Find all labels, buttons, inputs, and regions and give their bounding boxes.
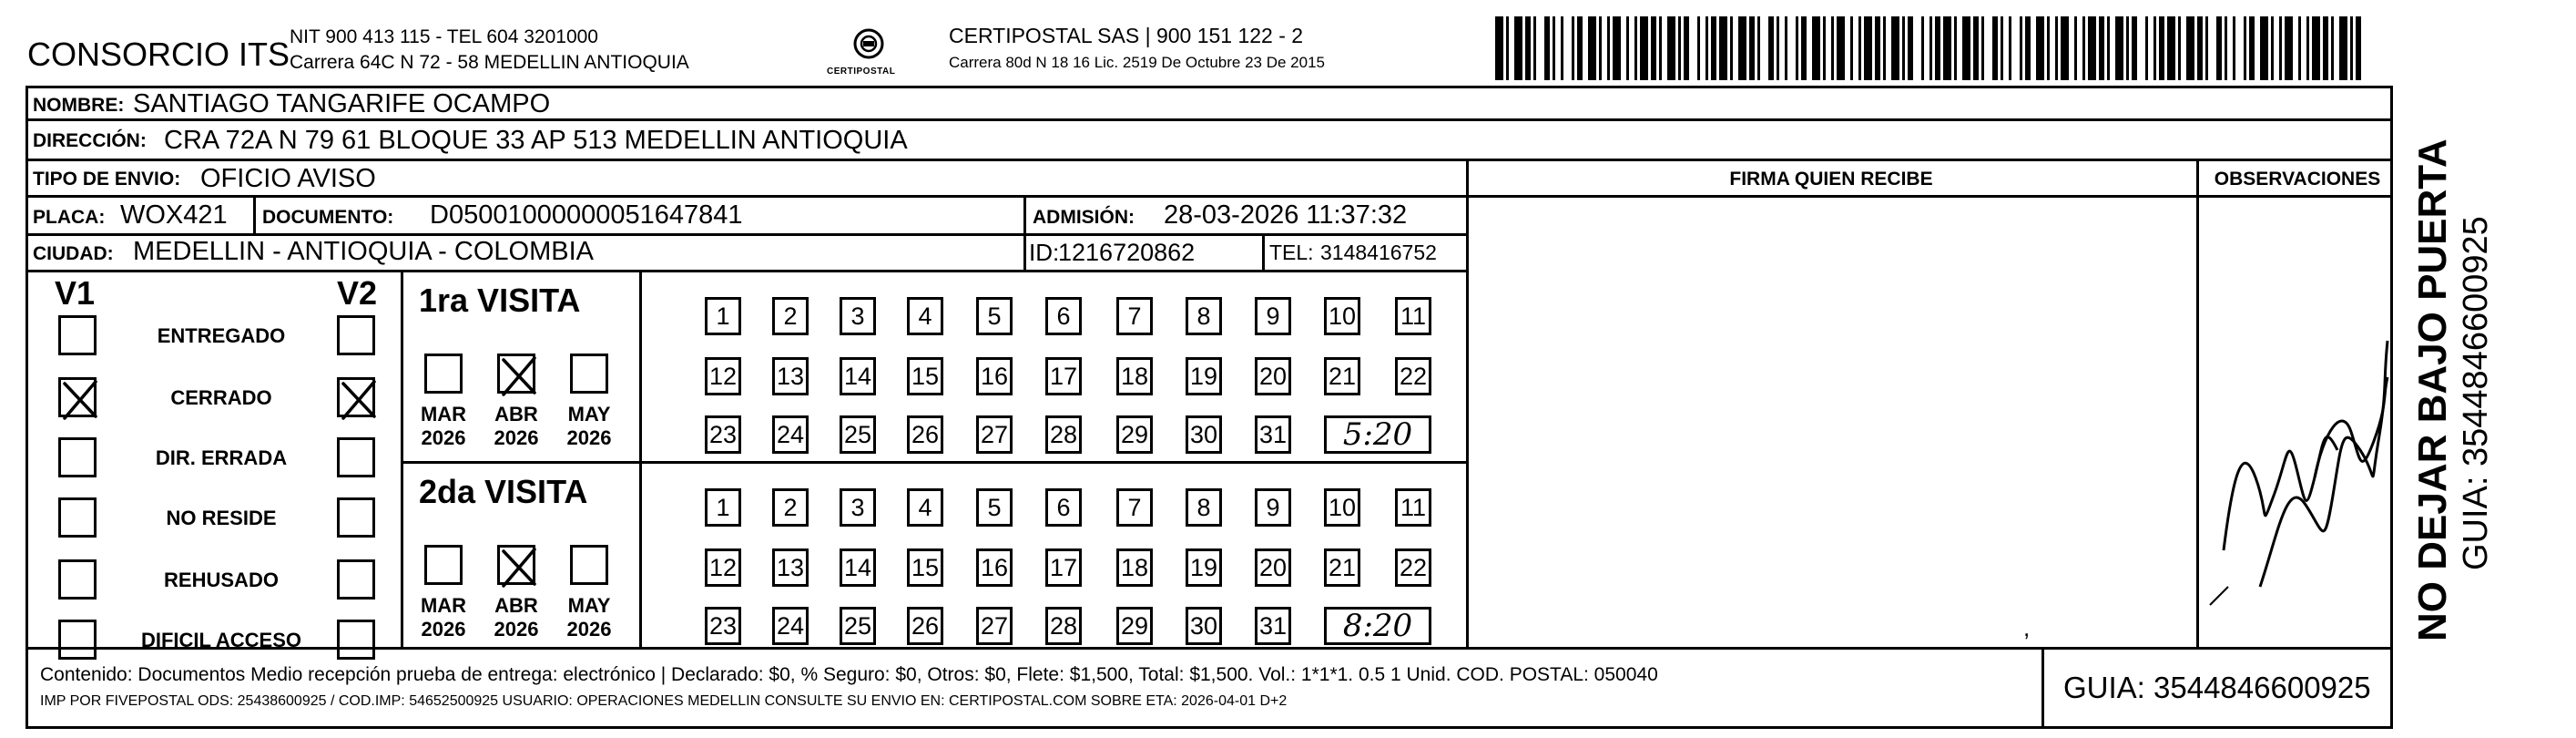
tipo-envio-value: OFICIO AVISO	[200, 164, 376, 193]
day-box[interactable]: 1	[705, 488, 741, 527]
observaciones-header: OBSERVACIONES	[2214, 169, 2381, 190]
day-box[interactable]: 27	[976, 415, 1013, 454]
signature-area[interactable]: ,	[2023, 614, 2031, 641]
day-box[interactable]: 16	[976, 357, 1013, 395]
day-box[interactable]: 17	[1045, 548, 1082, 587]
day-box[interactable]: 9	[1255, 488, 1291, 527]
day-box[interactable]: 1	[705, 297, 741, 335]
day-box[interactable]: 18	[1116, 548, 1153, 587]
day-box[interactable]: 14	[840, 357, 876, 395]
v2-checkbox[interactable]	[337, 559, 375, 600]
month-name: MAR	[420, 594, 467, 617]
day-box[interactable]: 10	[1324, 488, 1360, 527]
day-box[interactable]: 23	[705, 607, 741, 645]
day-box[interactable]: 12	[705, 548, 741, 587]
v2-checkbox[interactable]	[337, 315, 375, 355]
company-address: Carrera 64C N 72 - 58 MEDELLIN ANTIOQUIA	[290, 52, 689, 73]
direccion-value: CRA 72A N 79 61 BLOQUE 33 AP 513 MEDELLIN ANTIOQUIA	[164, 126, 908, 155]
day-box[interactable]: 27	[976, 607, 1013, 645]
month-label	[557, 594, 621, 641]
day-box[interactable]: 26	[907, 415, 943, 454]
day-box[interactable]: 13	[772, 548, 809, 587]
month-year: 2026	[494, 618, 539, 641]
day-box[interactable]: 18	[1116, 357, 1153, 395]
day-box[interactable]: 21	[1324, 357, 1360, 395]
day-box[interactable]: 28	[1045, 607, 1082, 645]
v2-checkbox[interactable]	[337, 377, 375, 417]
month-label	[412, 403, 475, 450]
day-box[interactable]: 8	[1186, 297, 1222, 335]
day-box[interactable]: 19	[1186, 357, 1222, 395]
operator-name: CERTIPOSTAL SAS | 900 151 122 - 2	[949, 24, 1304, 47]
v2-checkbox[interactable]	[337, 620, 375, 660]
day-box[interactable]: 23	[705, 415, 741, 454]
id-label: ID:	[1029, 239, 1060, 266]
month-name: MAY	[567, 403, 611, 425]
month-label	[484, 403, 548, 450]
month-year: 2026	[494, 426, 539, 449]
handwritten-x-icon	[500, 548, 538, 588]
footer-contenido: Contenido: Documentos Medio recepción prueba de entrega: electrónico | Declarado: $0, % Seguro: $0, Otros: $0, Flete: $1,500, Total: $1,500. Vol.: 1*1*1. 0.5 1 Unid. COD. POSTAL: 050040	[40, 664, 1658, 685]
month-checkbox[interactable]	[570, 545, 608, 585]
status-option-label: CERRADO	[170, 386, 272, 409]
v1-checkbox[interactable]	[58, 620, 97, 660]
placa-value: WOX421	[120, 200, 228, 230]
day-box[interactable]: 22	[1395, 548, 1431, 587]
v1-checkbox[interactable]	[58, 559, 97, 600]
day-box[interactable]: 15	[907, 357, 943, 395]
side-guia: GUIA: 3544846600925	[2457, 216, 2495, 570]
day-box[interactable]: 25	[840, 607, 876, 645]
day-box[interactable]: 15	[907, 548, 943, 587]
day-box[interactable]: 24	[772, 415, 809, 454]
day-box[interactable]: 4	[907, 488, 943, 527]
day-box[interactable]: 5	[976, 488, 1013, 527]
month-year: 2026	[566, 426, 612, 449]
day-box[interactable]: 24	[772, 607, 809, 645]
nombre-value: SANTIAGO TANGARIFE OCAMPO	[133, 89, 551, 118]
day-box[interactable]: 30	[1186, 607, 1222, 645]
company-nit: NIT 900 413 115 - TEL 604 3201000	[290, 26, 598, 47]
day-box[interactable]: 5	[976, 297, 1013, 335]
day-box[interactable]: 31	[1255, 415, 1291, 454]
visit-title: 1ra VISITA	[419, 282, 581, 319]
barcode	[1495, 16, 2369, 80]
day-box[interactable]: 2	[772, 297, 809, 335]
status-option-label: ENTREGADO	[157, 324, 286, 347]
day-box[interactable]: 26	[907, 607, 943, 645]
no-dejar-bajo-puerta: NO DEJAR BAJO PUERTA	[2410, 138, 2455, 641]
day-box[interactable]: 13	[772, 357, 809, 395]
day-box[interactable]: 4	[907, 297, 943, 335]
day-box[interactable]: 19	[1186, 548, 1222, 587]
footer-imp: IMP POR FIVEPOSTAL ODS: 25438600925 / COD.IMP: 54652500925 USUARIO: OPERACIONES MEDELLIN CONSULTE SU ENVIO EN: CERTIPOSTAL.COM SOBRE ETA: 2026-04-01 D+2	[40, 693, 1288, 709]
day-box[interactable]: 11	[1395, 297, 1431, 335]
status-option-label: DIR. ERRADA	[155, 446, 288, 469]
visit-title: 2da VISITA	[419, 473, 588, 510]
month-name: ABR	[494, 594, 538, 617]
day-box[interactable]: 22	[1395, 357, 1431, 395]
day-box[interactable]: 16	[976, 548, 1013, 587]
day-box[interactable]: 10	[1324, 297, 1360, 335]
day-box[interactable]: 20	[1255, 548, 1291, 587]
day-box[interactable]: 7	[1116, 488, 1153, 527]
day-box[interactable]: 17	[1045, 357, 1082, 395]
day-box[interactable]: 3	[840, 297, 876, 335]
day-box[interactable]: 25	[840, 415, 876, 454]
tel-label: TEL:	[1269, 241, 1314, 264]
nombre-label: NOMBRE:	[33, 95, 125, 116]
month-year: 2026	[421, 426, 466, 449]
documento-label: DOCUMENTO:	[262, 207, 394, 228]
day-box[interactable]: 7	[1116, 297, 1153, 335]
month-year: 2026	[421, 618, 466, 641]
certipostal-logo: CERTIPOSTAL	[823, 24, 914, 82]
direccion-label: DIRECCIÓN:	[33, 130, 147, 151]
month-label	[412, 594, 475, 641]
day-box[interactable]: 9	[1255, 297, 1291, 335]
v1-header: V1	[55, 274, 96, 312]
handwritten-time[interactable]: 5:20	[1324, 415, 1431, 454]
day-box[interactable]: 11	[1395, 488, 1431, 527]
day-box[interactable]: 29	[1116, 415, 1153, 454]
status-option-label: REHUSADO	[164, 569, 279, 591]
v2-checkbox[interactable]	[337, 497, 375, 538]
status-option-label: NO RESIDE	[166, 507, 277, 529]
day-box[interactable]: 29	[1116, 607, 1153, 645]
admision-label: ADMISIÓN:	[1033, 207, 1135, 228]
handwritten-x-icon	[61, 380, 99, 420]
month-year: 2026	[566, 618, 612, 641]
day-box[interactable]: 30	[1186, 415, 1222, 454]
month-checkbox[interactable]	[424, 354, 463, 394]
day-box[interactable]: 21	[1324, 548, 1360, 587]
day-box[interactable]: 3	[840, 488, 876, 527]
month-name: MAY	[567, 594, 611, 617]
handwritten-note-icon	[2205, 204, 2392, 641]
handwritten-x-icon	[500, 356, 538, 396]
delivery-receipt-form	[20, 13, 2495, 729]
day-box[interactable]: 12	[705, 357, 741, 395]
day-box[interactable]: 14	[840, 548, 876, 587]
handwritten-time[interactable]: 8:20	[1324, 607, 1431, 645]
firma-header: FIRMA QUIEN RECIBE	[1729, 169, 1933, 190]
admision-value: 28-03-2026 11:37:32	[1164, 200, 1408, 230]
v1-checkbox[interactable]	[58, 377, 97, 417]
day-box[interactable]: 6	[1045, 297, 1082, 335]
operator-address: Carrera 80d N 18 16 Lic. 2519 De Octubre 23 De 2015	[949, 54, 1325, 71]
day-box[interactable]: 28	[1045, 415, 1082, 454]
day-box[interactable]: 20	[1255, 357, 1291, 395]
v2-header: V2	[337, 274, 378, 312]
status-option-label: DIFICIL ACCESO	[140, 629, 301, 651]
documento-value: D05001000000051647841	[430, 200, 743, 230]
month-label	[557, 403, 621, 450]
month-checkbox[interactable]	[424, 545, 463, 585]
day-box[interactable]: 8	[1186, 488, 1222, 527]
month-checkbox[interactable]	[570, 354, 608, 394]
month-name: ABR	[494, 403, 538, 425]
month-label	[484, 594, 548, 641]
footer-guia: GUIA: 3544846600925	[2063, 671, 2371, 704]
month-checkbox[interactable]	[497, 354, 535, 394]
ciudad-label: CIUDAD:	[33, 243, 114, 264]
handwritten-x-icon	[340, 380, 378, 420]
month-checkbox[interactable]	[497, 545, 535, 585]
tipo-envio-label: TIPO DE ENVIO:	[33, 169, 181, 190]
v1-checkbox[interactable]	[58, 497, 97, 538]
placa-label: PLACA:	[33, 207, 106, 228]
tel-value: 3148416752	[1320, 241, 1437, 264]
day-box[interactable]: 6	[1045, 488, 1082, 527]
id-value: 1216720862	[1058, 239, 1196, 266]
day-box[interactable]: 31	[1255, 607, 1291, 645]
month-name: MAR	[420, 403, 467, 425]
v2-checkbox[interactable]	[337, 437, 375, 477]
v1-checkbox[interactable]	[58, 437, 97, 477]
company-name: CONSORCIO ITS	[27, 36, 290, 73]
observaciones-area[interactable]	[2205, 204, 2392, 641]
ciudad-value: MEDELLIN - ANTIOQUIA - COLOMBIA	[133, 237, 594, 266]
day-box[interactable]: 2	[772, 488, 809, 527]
v1-checkbox[interactable]	[58, 315, 97, 355]
